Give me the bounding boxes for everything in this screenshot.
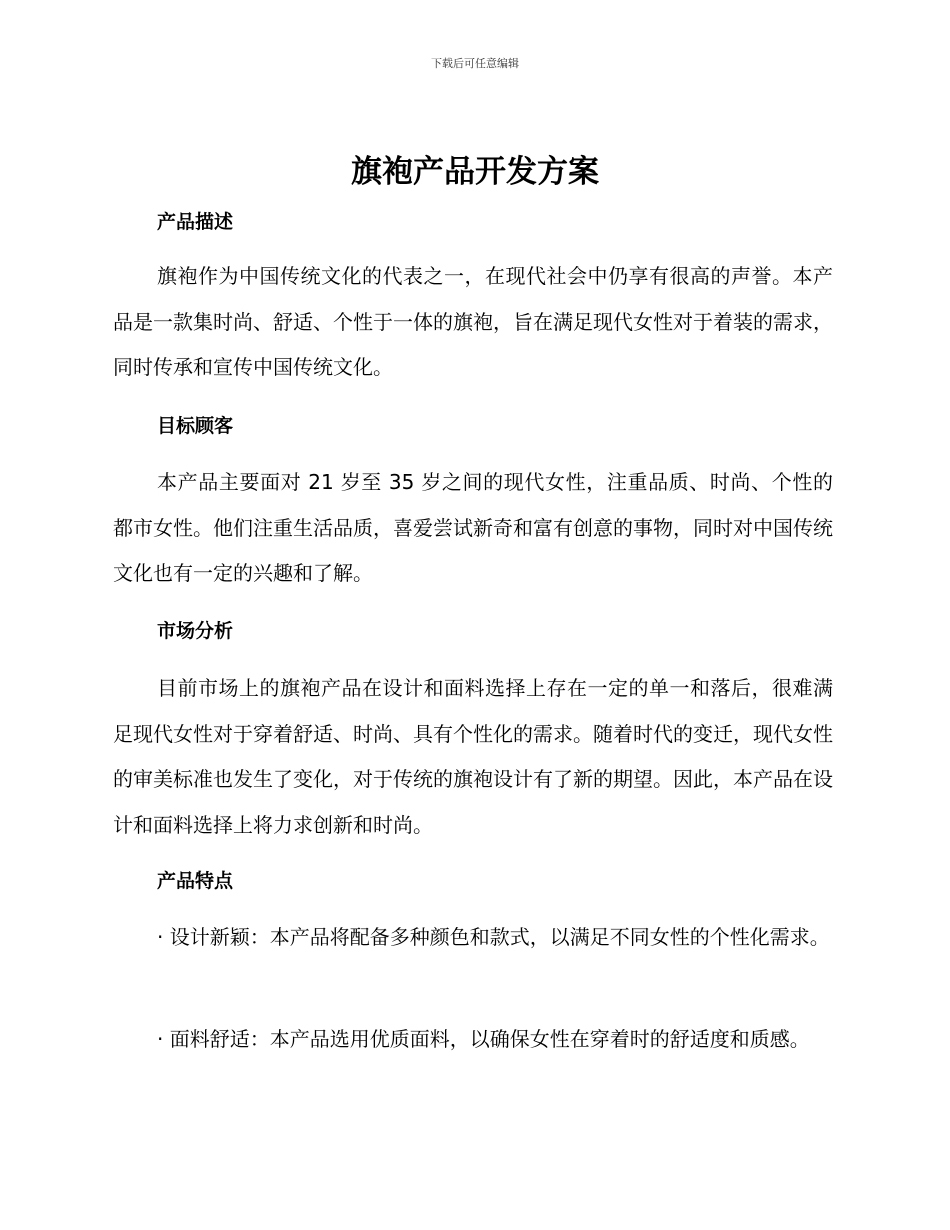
paragraph-feature-design: · 设计新颖：本产品将配备多种颜色和款式，以满足不同女性的个性化需求。 [157, 925, 830, 949]
document-title: 旗袍产品开发方案 [351, 154, 599, 190]
paragraph-market-analysis: 目前市场上的旗袍产品在设计和面料选择上存在一定的单一和落后，很难满足现代女性对于穿着舒适、时尚、具有个性化的需求。随着时代的变迁，现代女性的审美标准也发生了变化，对于传统的旗袍设计有了新的期望。因此，本产品在设计和面料选择上将力求创新和时尚。 [113, 676, 833, 837]
paragraph-product-description: 旗袍作为中国传统文化的代表之一，在现代社会中仍享有很高的声誉。本产品是一款集时尚、舒适、个性于一体的旗袍，旨在满足现代女性对于着装的需求，同时传承和宣传中国传统文化。 [113, 264, 833, 379]
section-heading-product-description: 产品描述 [157, 211, 234, 233]
section-heading-product-features: 产品特点 [157, 870, 234, 892]
paragraph-feature-fabric: · 面料舒适：本产品选用优质面料，以确保女性在穿着时的舒适度和质感。 [157, 1027, 810, 1051]
page-header-note: 下载后可任意编辑 [431, 57, 519, 70]
paragraph-target-customers: 本产品主要面对 21 岁至 35 岁之间的现代女性，注重品质、时尚、个性的都市女性。他们注重生活品质，喜爱尝试新奇和富有创意的事物，同时对中国传统文化也有一定的兴趣和了解。 [113, 470, 833, 585]
section-heading-target-customers: 目标顾客 [157, 415, 234, 437]
section-heading-market-analysis: 市场分析 [157, 620, 234, 642]
